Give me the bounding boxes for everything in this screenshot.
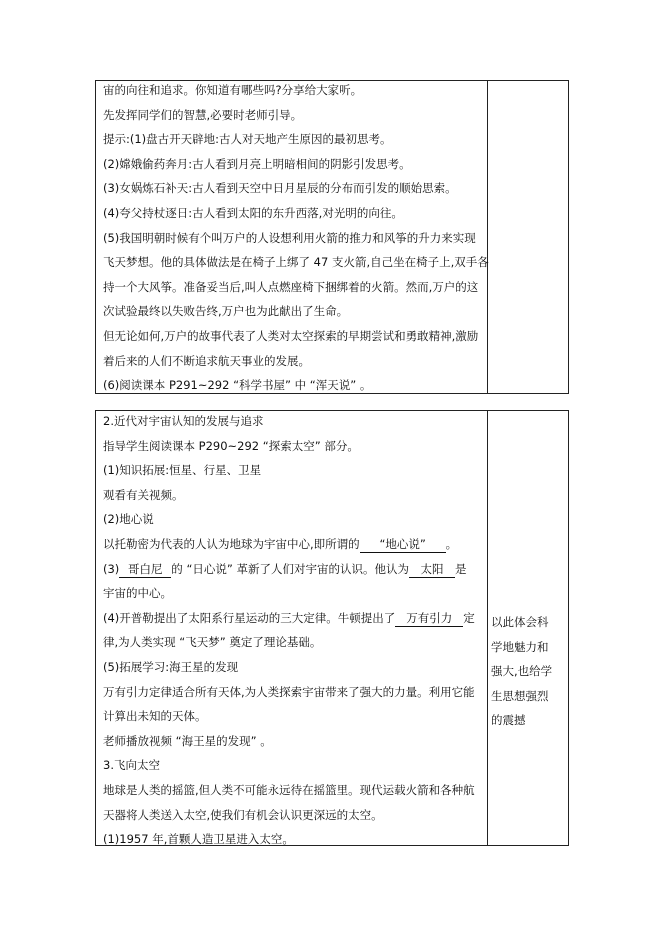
text-segment: 定 bbox=[463, 610, 475, 625]
text-line: 宇宙的中心。 bbox=[103, 586, 172, 601]
text-line: 指导学生阅读课本 P290~292 “探索太空” 部分。 bbox=[103, 438, 359, 453]
text-line: 飞天梦想。他的具体做法是在椅子上绑了 47 支火箭,自己坐在椅子上,双手各 bbox=[103, 255, 489, 270]
text-line: 先发挥同学们的智慧,必要时老师引导。 bbox=[103, 107, 303, 122]
text-line: (1)知识拓展:恒星、行星、卫星 bbox=[103, 463, 262, 478]
side-text-line: 以此体会科 bbox=[491, 615, 549, 629]
section-heading: 3.飞向太空 bbox=[103, 758, 160, 773]
text-line: 万有引力定律适合所有天体,为人类探索宇宙带来了强大的力量。利用它能 bbox=[103, 684, 475, 699]
text-line: (5)我国明朝时候有个叫万户的人设想利用火箭的推力和风筝的升力来实现 bbox=[103, 230, 476, 245]
side-text-line: 强大,也给学 bbox=[491, 664, 553, 679]
fill-blank-line-heliocentric bbox=[103, 557, 475, 582]
text-line: 地球是人类的摇篮,但人类不可能永远待在摇篮里。现代运载火箭和各种航 bbox=[103, 782, 475, 797]
answer-blank: 太阳 bbox=[409, 562, 455, 578]
text-line: (3)女娲炼石补天:古人看到天空中日月星辰的分布而引发的顺始思索。 bbox=[103, 181, 457, 196]
text-segment: 是 bbox=[455, 561, 467, 576]
table1-content bbox=[103, 78, 489, 398]
text-segment: 以托勒密为代表的人认为地球为宇宙中心,即所谓的 bbox=[103, 536, 360, 551]
text-line: (1)1957 年,首颗人造卫星进入太空。 bbox=[103, 832, 294, 847]
text-segment: (3) bbox=[103, 561, 120, 576]
text-line: (2)地心说 bbox=[103, 512, 154, 527]
section-heading: 2.近代对宇宙认知的发展与追求 bbox=[103, 414, 264, 428]
side-text-line: 学地魅力和 bbox=[491, 639, 549, 654]
text-line: (4)夸父持杖逐日:古人看到太阳的东升西落,对光明的向往。 bbox=[103, 205, 403, 220]
text-segment: 的 “日心说” 革新了人们对宇宙的认识。他认为 bbox=[171, 561, 410, 576]
text-line: 天器将人类送入太空,使我们有机会认识更深远的太空。 bbox=[103, 807, 383, 822]
answer-blank: “地心说” bbox=[360, 537, 446, 553]
answer-blank: 万有引力 bbox=[395, 611, 463, 627]
fill-blank-line-geocentric bbox=[103, 532, 475, 557]
text-line: 但无论如何,万户的故事代表了人类对太空探索的早期尝试和勇敢精神,激励 bbox=[103, 328, 479, 343]
text-segment: (4)开普勒提出了太阳系行星运动的三大定律。牛顿提出了 bbox=[103, 610, 396, 625]
text-segment: 。 bbox=[445, 536, 458, 551]
side-text-line: 生思想强烈 bbox=[491, 688, 549, 703]
text-line: 观看有关视频。 bbox=[103, 487, 184, 502]
text-line: (6)阅读课本 P291~292 “科学书屋” 中 “浑天说” 。 bbox=[103, 378, 372, 393]
side-text-line: 的震撼 bbox=[491, 713, 526, 728]
text-line: 老师播放视频 “海王星的发现” 。 bbox=[103, 733, 272, 748]
text-line: (5)拓展学习:海王星的发现 bbox=[103, 659, 239, 674]
column-divider bbox=[487, 411, 488, 845]
answer-blank: 哥白尼 bbox=[119, 562, 171, 578]
text-line: 着后来的人们不断追求航天事业的发展。 bbox=[103, 353, 310, 368]
text-line: (2)嫦娥偷药奔月:古人看到月亮上明暗相间的阴影引发思考。 bbox=[103, 156, 411, 171]
text-line: 宙的向往和追求。你知道有哪些吗?分享给大家听。 bbox=[103, 83, 363, 97]
text-line: 提示:(1)盘古开天辟地:古人对天地产生原因的最初思考。 bbox=[103, 132, 392, 147]
text-line: 次试验最终以失败告终,万户也为此献出了生命。 bbox=[103, 304, 349, 319]
text-line: 律,为人类实现 “飞天梦” 奠定了理论基础。 bbox=[103, 635, 322, 650]
table2-content bbox=[103, 409, 475, 852]
text-line: 持一个大风筝。准备妥当后,叫人点燃座椅下捆绑着的火箭。然而,万户的这 bbox=[103, 279, 479, 294]
text-line: 计算出未知的天体。 bbox=[103, 709, 207, 724]
design-intent-column bbox=[491, 610, 552, 733]
fill-blank-line-kepler bbox=[103, 606, 475, 631]
